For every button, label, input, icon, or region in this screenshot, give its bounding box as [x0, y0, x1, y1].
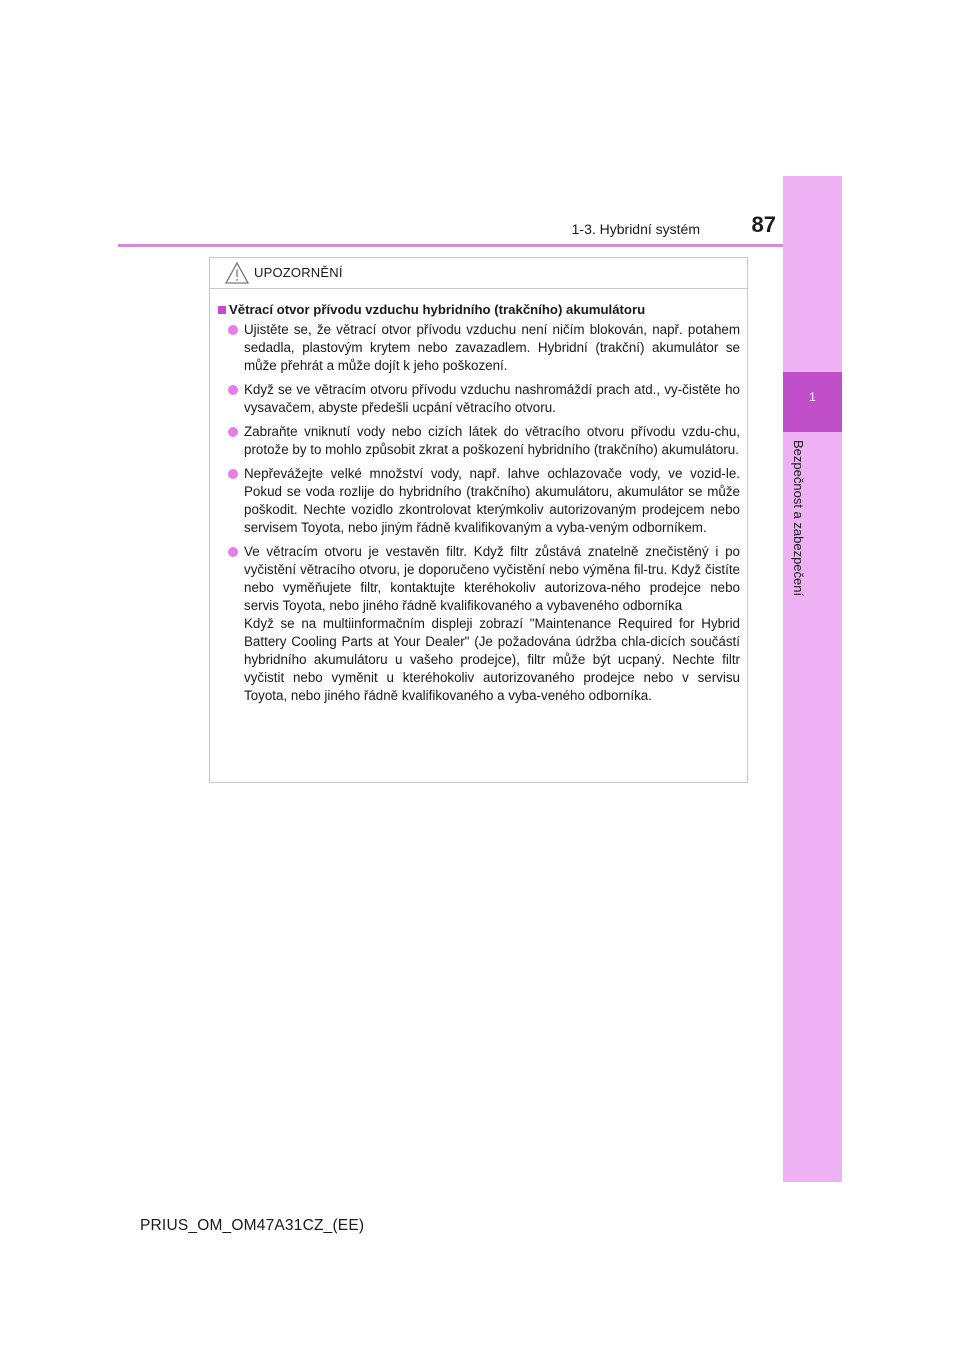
side-tab: [783, 176, 842, 1182]
subheading-text: Větrací otvor přívodu vzduchu hybridního (trakčního) akumulátoru: [229, 302, 646, 317]
page-number: 87: [751, 212, 776, 237]
list-item-text: Když se ve větracím otvoru přívodu vzduchu nashromáždí prach atd., vy-čistěte ho vysavačem, abyste předešli ucpání větracího otvoru.: [244, 382, 740, 415]
list-item: [218, 321, 740, 375]
document-code: PRIUS_OM_OM47A31CZ_(EE): [140, 1217, 365, 1234]
warning-triangle-icon: [224, 261, 250, 285]
section-title: 1-3. Hybridní systém: [571, 221, 700, 237]
list-item: [218, 465, 740, 537]
dot-bullet-icon: [228, 325, 238, 335]
dot-bullet-icon: [228, 547, 238, 557]
chapter-title: Bezpečnost a zabezpečení: [791, 440, 806, 597]
list-item-text: Ve větracím otvoru je vestavěn filtr. Když filtr zůstává znatelně znečistěný i po vyčistění větracího otvoru, je doporučeno vyčistění nebo výměna fil-tru. Když čistíte nebo vyměňujete filtr, kontaktujte kteréhokoliv autorizova-ného prodejce nebo servis Toyota, nebo jiného řádně kvalifikovaného a vybaveného odborníka Když se na multiinformačním displeji zobrazí "Maintenance Required for Hybrid Battery Cooling Parts at Your Dealer" (Je požadována údržba chla-dicích součástí hybridního akumulátoru u vašeho prodejce), filtr může být ucpaný. Nechte filtr vyčistit nebo vyměnit u kteréhokoliv autorizovaného prodejce nebo v servisu Toyota, nebo jiného řádně kvalifikovaného a vyba-veného odborníka.: [244, 544, 740, 703]
list-item-text: Nepřevážejte velké množství vody, např. lahve ochlazovače vody, ve vozid-le. Pokud se voda rozlije do hybridního (trakčního) akumulátoru, akumulátor se může poškodit. Nechte vozidlo zkontrolovat kterýmkoliv autorizovaným prodejcem nebo servisem Toyota, nebo jiným řádně kvalifikovaným a vyba-veným odborníkem.: [244, 466, 740, 535]
dot-bullet-icon: [228, 469, 238, 479]
square-bullet-icon: [218, 306, 226, 314]
caution-box: [209, 257, 748, 783]
list-item: [218, 543, 740, 705]
list-item: [218, 423, 740, 459]
caution-title: UPOZORNĚNÍ: [254, 265, 343, 280]
chapter-number: 1: [809, 390, 816, 404]
caution-subheading: [218, 301, 740, 319]
list-item-text: Zabraňte vniknutí vody nebo cizích látek do větracího otvoru přívodu vzdu-chu, protože by to mohlo způsobit zkrat a poškození hybridního (trakčního) akumulátoru.: [244, 424, 740, 457]
caution-header: [210, 258, 747, 289]
dot-bullet-icon: [228, 385, 238, 395]
list-item-text: Ujistěte se, že větrací otvor přívodu vzduchu není ničím blokován, např. potahem sedadla, plastovým krytem nebo zavazadlem. Hybridní (trakční) akumulátor se může přehrát a může dojít k jeho poškození.: [244, 322, 740, 373]
dot-bullet-icon: [228, 427, 238, 437]
caution-body: [210, 289, 747, 705]
header-rule: [118, 244, 783, 247]
list-item: [218, 381, 740, 417]
